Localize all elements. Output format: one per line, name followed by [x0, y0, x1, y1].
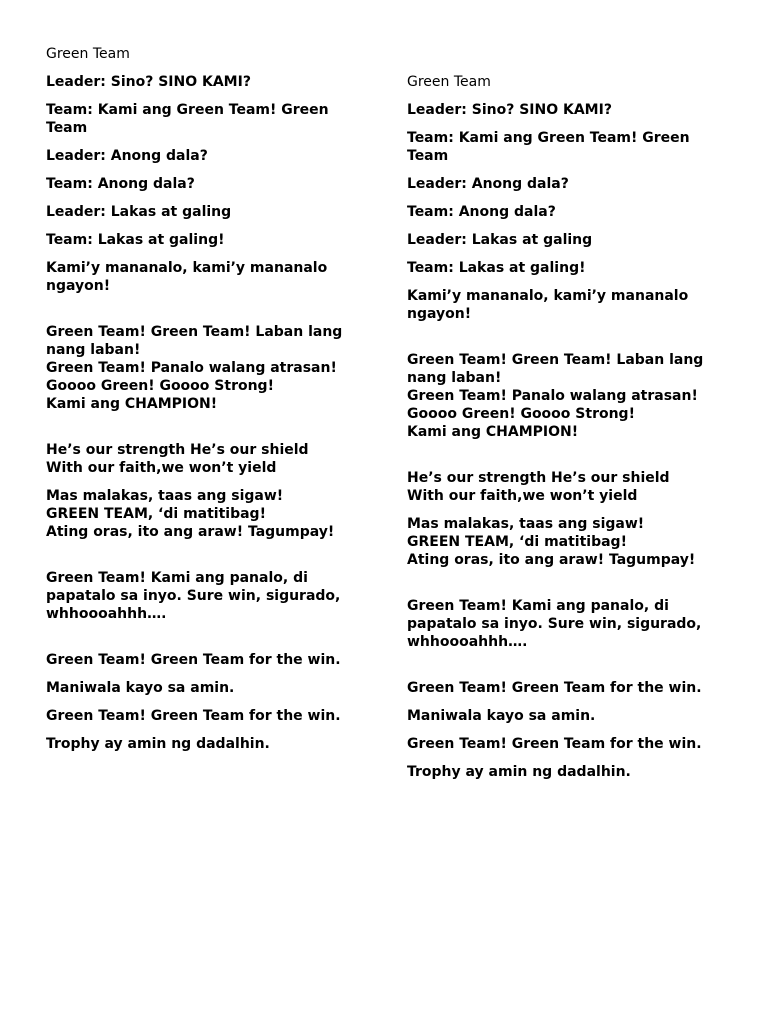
- cheer-line-mananalo: Kami’y mananalo, kami’y mananalo ngayon!: [407, 288, 689, 322]
- cheer-verse-malakas: Mas malakas, taas ang sigaw! GREEN TEAM, ‘di matitibag! Ating oras, ito ang araw! Tagumpay!: [407, 516, 696, 568]
- cheer-line-team-anong-dala: Team: Anong dala?: [407, 204, 556, 220]
- cheer-line-trophy: Trophy ay amin ng dadalhin.: [46, 736, 270, 752]
- cheer-line-leader-anong-dala: Leader: Anong dala?: [46, 148, 208, 164]
- cheer-verse-malakas: Mas malakas, taas ang sigaw! GREEN TEAM, ‘di matitibag! Ating oras, ito ang araw! Tagumpay!: [46, 488, 335, 540]
- cheer-line-for-the-win: Green Team! Green Team for the win.: [46, 652, 341, 668]
- cheer-verse-panalo: Green Team! Kami ang panalo, di papatalo sa inyo. Sure win, sigurado, whhoooahhh….: [46, 570, 341, 622]
- cheer-line-for-the-win-2: Green Team! Green Team for the win.: [46, 708, 341, 724]
- cheer-line-team-kami: Team: Kami ang Green Team! Green Team: [407, 130, 690, 164]
- cheer-line-team-kami: Team: Kami ang Green Team! Green Team: [46, 102, 329, 136]
- cheer-line-leader-sino: Leader: Sino? SINO KAMI?: [407, 102, 612, 118]
- cheer-title: Green Team: [46, 46, 130, 62]
- cheer-verse-panalo: Green Team! Kami ang panalo, di papatalo sa inyo. Sure win, sigurado, whhoooahhh….: [407, 598, 702, 650]
- cheer-column-left: [46, 45, 356, 763]
- cheer-line-team-lakas: Team: Lakas at galing!: [46, 232, 225, 248]
- cheer-line-trophy: Trophy ay amin ng dadalhin.: [407, 764, 631, 780]
- cheer-title: Green Team: [407, 74, 491, 90]
- cheer-line-mananalo: Kami’y mananalo, kami’y mananalo ngayon!: [46, 260, 328, 294]
- cheer-verse-laban: Green Team! Green Team! Laban lang nang laban! Green Team! Panalo walang atrasan! Goooo Green! Goooo Strong! Kami ang CHAMPION!: [407, 352, 704, 440]
- cheer-line-leader-sino: Leader: Sino? SINO KAMI?: [46, 74, 251, 90]
- cheer-line-team-anong-dala: Team: Anong dala?: [46, 176, 195, 192]
- cheer-line-for-the-win-2: Green Team! Green Team for the win.: [407, 736, 702, 752]
- cheer-line-leader-lakas: Leader: Lakas at galing: [46, 204, 232, 220]
- cheer-verse-strength: He’s our strength He’s our shield With our faith,we won’t yield: [407, 470, 670, 504]
- cheer-line-leader-anong-dala: Leader: Anong dala?: [407, 176, 569, 192]
- cheer-line-leader-lakas: Leader: Lakas at galing: [407, 232, 593, 248]
- cheer-verse-laban: Green Team! Green Team! Laban lang nang laban! Green Team! Panalo walang atrasan! Goooo Green! Goooo Strong! Kami ang CHAMPION!: [46, 324, 343, 412]
- cheer-line-maniwala: Maniwala kayo sa amin.: [407, 708, 596, 724]
- cheer-line-for-the-win: Green Team! Green Team for the win.: [407, 680, 702, 696]
- cheer-line-team-lakas: Team: Lakas at galing!: [407, 260, 586, 276]
- cheer-verse-strength: He’s our strength He’s our shield With our faith,we won’t yield: [46, 442, 309, 476]
- cheer-column-right: [407, 73, 717, 791]
- cheer-line-maniwala: Maniwala kayo sa amin.: [46, 680, 235, 696]
